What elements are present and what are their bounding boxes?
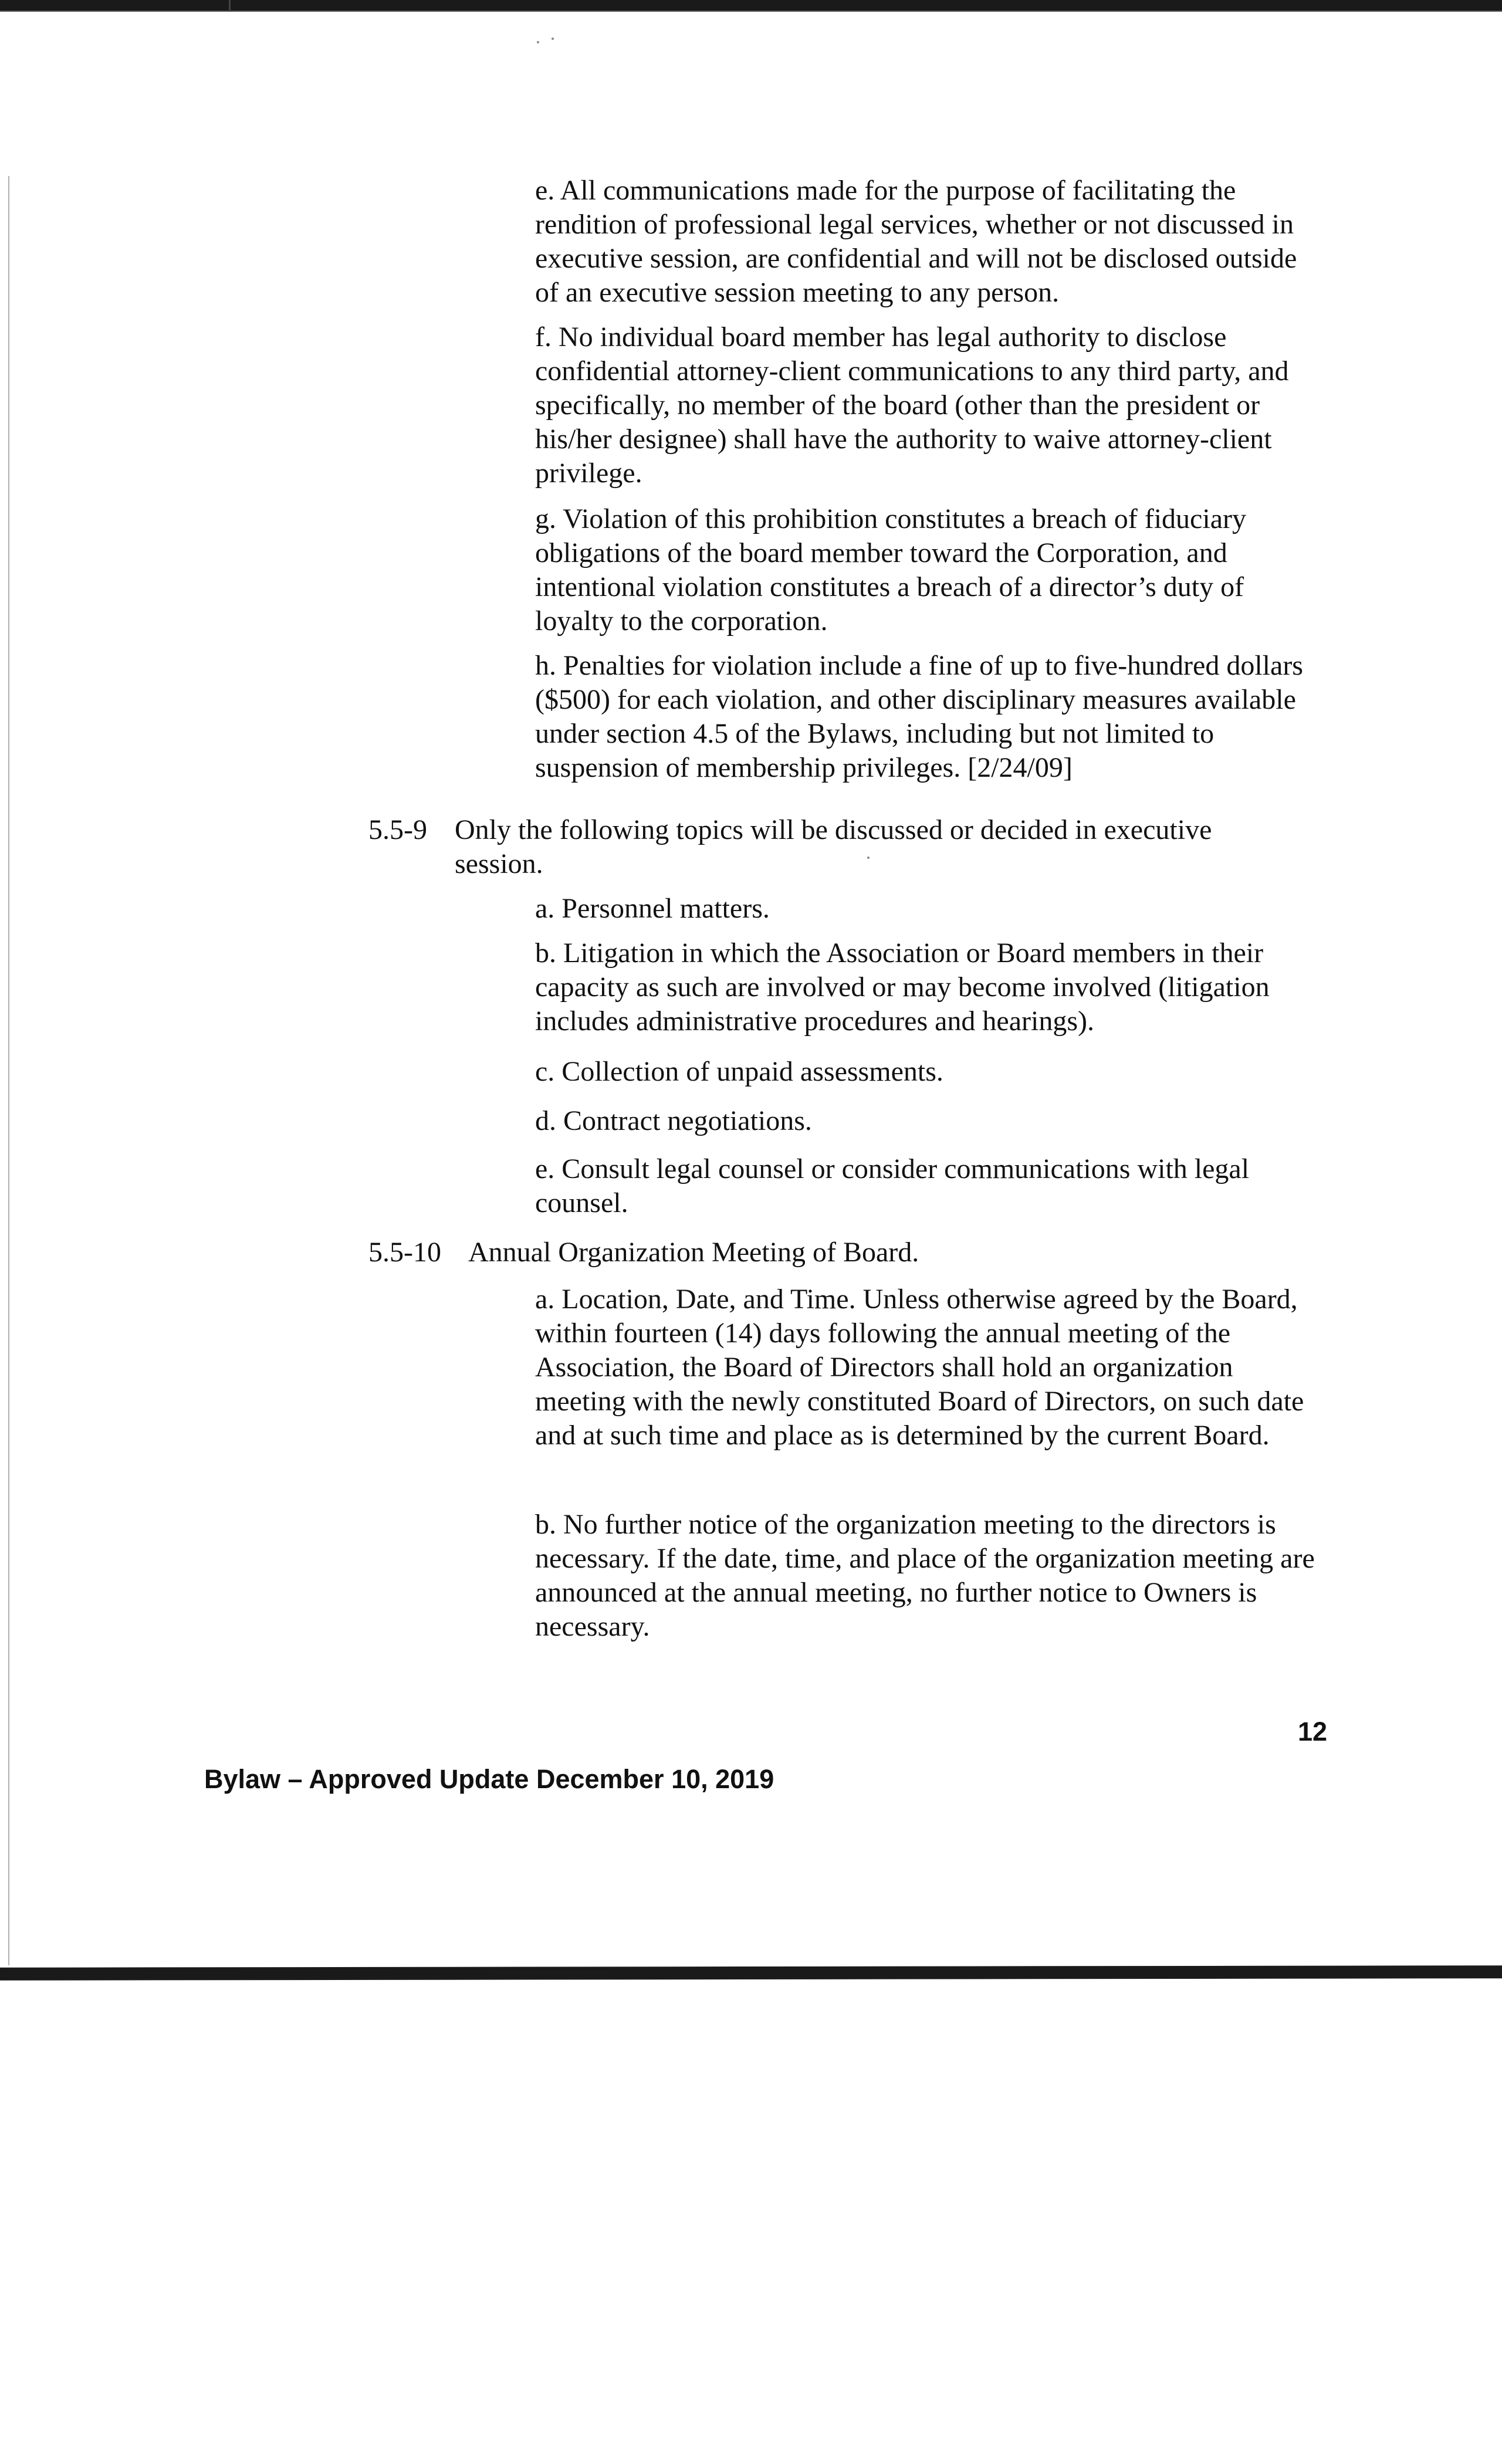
footer-document-title: Bylaw – Approved Update December 10, 2019 <box>204 1764 774 1794</box>
scan-left-edge <box>8 176 9 1965</box>
scan-border-bottom <box>0 1965 1502 1981</box>
page-number: 12 <box>1298 1717 1328 1747</box>
topic-a-personnel: a. Personnel matters. <box>535 893 770 924</box>
section-number-5-5-9: 5.5-9 <box>368 814 427 845</box>
item-h-penalties: h. Penalties for violation include a fine of up to five-hundred dollars ($500) for each violation, and other disciplinary measures available under section 4.5 of the Bylaws, including but not limited to suspension of membership privileges. [2/24/09] <box>535 650 1303 783</box>
topic-d-contract: d. Contract negotiations. <box>535 1105 812 1136</box>
item-f-no-authority-to-disclose: f. No individual board member has legal authority to disclose confidential attorney-client communications to any third party, and specifically, no member of the board (other than the president or his/her designee) shall have the authority to waive attorney-client privilege. <box>535 321 1289 489</box>
scan-speck <box>537 41 539 43</box>
meeting-a-location-date-time: a. Location, Date, and Time. Unless otherwise agreed by the Board, within fourteen (14) days following the annual meeting of the Association, the Board of Directors shall hold an organization meeting with the newly constituted Board of Directors, on such date and at such time and place as is determined by the current Board. <box>535 1284 1304 1451</box>
scan-border-top <box>0 0 1502 12</box>
topic-b-litigation: b. Litigation in which the Association or Board members in their capacity as such are involved or may become involved (litigation includes administrative procedures and hearings). <box>535 937 1270 1037</box>
topic-c-collection: c. Collection of unpaid assessments. <box>535 1056 943 1087</box>
topic-e-legal-counsel: e. Consult legal counsel or consider communications with legal counsel. <box>535 1153 1250 1219</box>
section-number-5-5-10: 5.5-10 <box>368 1237 441 1268</box>
item-e-confidential-communications: e. All communications made for the purpose of facilitating the rendition of professional legal services, whether or not discussed in executive session, are confidential and will not be disclosed outside of an executive session meeting to any person. <box>535 175 1297 308</box>
section-text-5-5-9 <box>455 813 1300 881</box>
meeting-b-no-further-notice: b. No further notice of the organization meeting to the directors is necessary. If the date, time, and place of the organization meeting are announced at the annual meeting, no further notice to Owners is necessary. <box>535 1509 1315 1642</box>
section-heading-5-5-10: Annual Organization Meeting of Board. <box>468 1237 919 1268</box>
item-g-violation-breach: g. Violation of this prohibition constitutes a breach of fiduciary obligations of the board member toward the Corporation, and intentional violation constitutes a breach of a director’s duty of loyalty to the corporation. <box>535 503 1246 637</box>
section-5-5-9-heading: Only the following topics will be discussed or decided in executive session. <box>455 814 1212 879</box>
scan-mark <box>229 0 231 12</box>
scan-speck <box>552 38 554 40</box>
